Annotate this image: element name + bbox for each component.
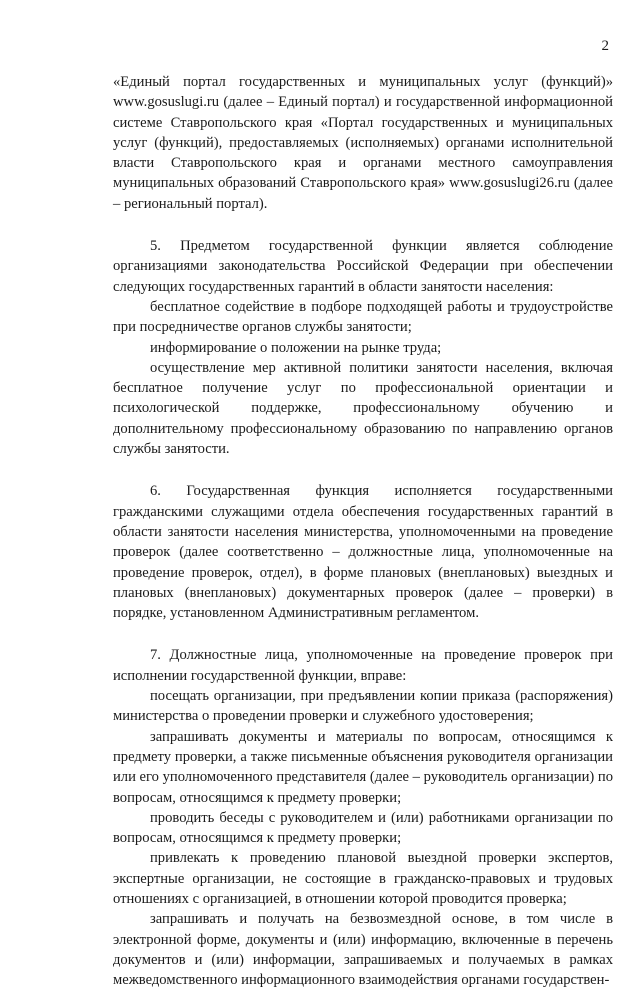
paragraph-portal-continuation: «Единый портал государственных и муниципальных услуг (функций)» www.gosuslugi.ru (далее – Единый портал) и государственной информационной системе Ставропольского края «Портал государственных и муниципальных услуг (функций), предоставляемых (исполняемых) органами исполнительной власти Ставропольского края и органами местного самоуправления муниципальных образований Ставропольского края» www.gosuslugi26.ru (далее – региональный портал). [113,74,613,212]
document-body [113,72,613,990]
paragraph-item-7: 7. Должностные лица, уполномоченные на проведение проверок при исполнении государственной функции, вправе: [113,647,613,684]
list-item: проводить беседы с руководителем и (или) работниками организации по вопросам, относящимся к предмету проверки; [113,809,613,847]
list-item: информирование о положении на рынке труда; [150,339,442,356]
list-item: запрашивать и получать на безвозмездной основе, в том числе в электронной форме, документы и (или) информацию, включенные в перечень документов и (или) информации, запрашиваемых и получаемых в рамках межведомственного информационного взаимодействия органами государствен- [113,911,613,989]
paragraph-gap [113,214,613,236]
list-item: осуществление мер активной политики занятости населения, включая бесплатное получение услуг по профессиональной ориентации и психологической поддержке, профессиональному обучению и дополнительному профессиональному образованию по направлению органов службы занятости. [113,359,613,458]
paragraph-gap [113,459,613,481]
page-number: 2 [601,38,609,54]
paragraph-item-6: 6. Государственная функция исполняется государственными гражданскими служащими отдела обеспечения государственных гарантий в области занятости населения министерства, уполномоченными на проведение проверок (далее соответственно – должностные лица, уполномоченные на проведение проверок, отдел), в форме плановых (внеплановых) выездных и плановых (внеплановых) документарных проверок (далее – проверки) в порядке, установленном Административным регламентом. [113,483,613,622]
list-item: привлекать к проведению плановой выездной проверки экспертов, экспертные организации, не состоящие в гражданско-правовых и трудовых отношениях с организацией, в отношении которой проводится проверка; [113,850,613,907]
list-item: запрашивать документы и материалы по вопросам, относящимся к предмету проверки, а также письменные объяснения руководителя организации или его уполномоченного представителя (далее – руководитель организации) по вопросам, относящимся к предмету проверки; [113,728,613,806]
paragraph-item-5: 5. Предметом государственной функции является соблюдение организациями законодательства Российской Федерации при обеспечении следующих государственных гарантий в области занятости населения: [113,238,613,295]
paragraph-gap [113,623,613,645]
list-item: бесплатное содействие в подборе подходящей работы и трудоустройстве при посредничестве органов службы занятости; [113,298,613,336]
list-item: посещать организации, при предъявлении копии приказа (распоряжения) министерства о проведении проверки и служебного удостоверения; [113,688,613,725]
